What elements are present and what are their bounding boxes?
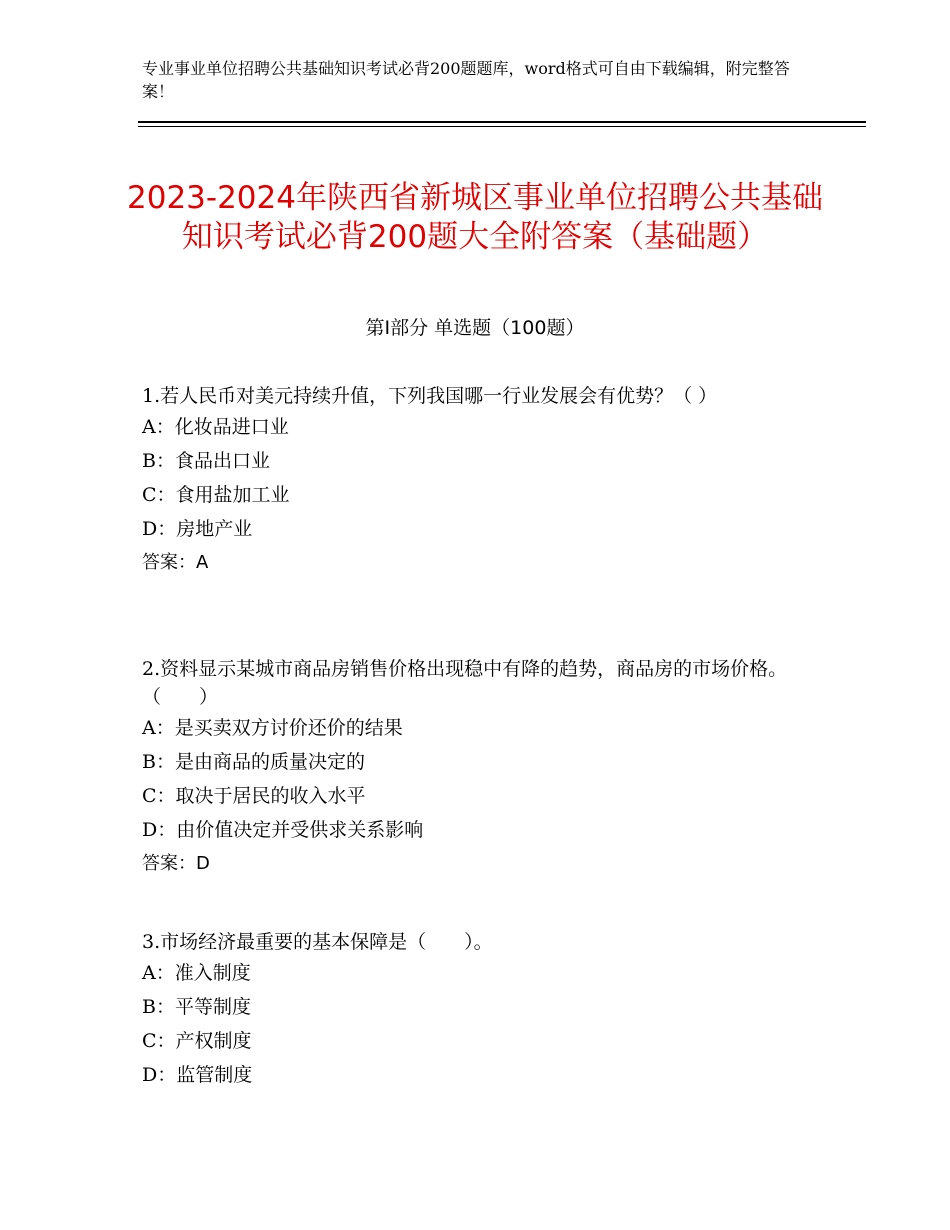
option-c: C：食用盐加工业 xyxy=(142,484,290,506)
option-a: A：是买卖双方讨价还价的结果 xyxy=(142,717,403,739)
header-rule-thin xyxy=(138,126,866,127)
header-note: 专业事业单位招聘公共基础知识考试必背200题题库，word格式可自由下载编辑，附完整答案！ xyxy=(142,59,790,101)
question-text: 1.若人民币对美元持续升值，下列我国哪一行业发展会有优势？（ ） xyxy=(142,385,718,407)
question-3 xyxy=(142,928,802,1092)
answer: 答案：D xyxy=(142,853,210,874)
option-d: D：监管制度 xyxy=(142,1064,253,1086)
option-d: D：由价值决定并受供求关系影响 xyxy=(142,819,424,841)
option-a: A：准入制度 xyxy=(142,962,251,984)
document-title: 2023-2024年陕西省新城区事业单位招聘公共基础知识考试必背200题大全附答案（基础题） xyxy=(127,179,823,255)
option-c: C：取决于居民的收入水平 xyxy=(142,785,366,807)
option-c: C：产权制度 xyxy=(142,1030,252,1052)
section-title: 第I部分 单选题（100题） xyxy=(365,317,585,339)
answer: 答案：A xyxy=(142,552,209,573)
option-b: B：平等制度 xyxy=(142,996,251,1018)
option-d: D：房地产业 xyxy=(142,518,253,540)
option-b: B：是由商品的质量决定的 xyxy=(142,751,365,773)
option-a: A：化妆品进口业 xyxy=(142,416,289,438)
question-1 xyxy=(142,382,802,580)
question-text: 3.市场经济最重要的基本保障是（ ）。 xyxy=(142,931,493,953)
option-b: B：食品出口业 xyxy=(142,450,270,472)
question-text: 2.资料显示某城市商品房销售价格出现稳中有降的趋势，商品房的市场价格。（ ） xyxy=(142,658,788,708)
header-rule-thick xyxy=(138,121,866,123)
question-2 xyxy=(142,655,802,881)
